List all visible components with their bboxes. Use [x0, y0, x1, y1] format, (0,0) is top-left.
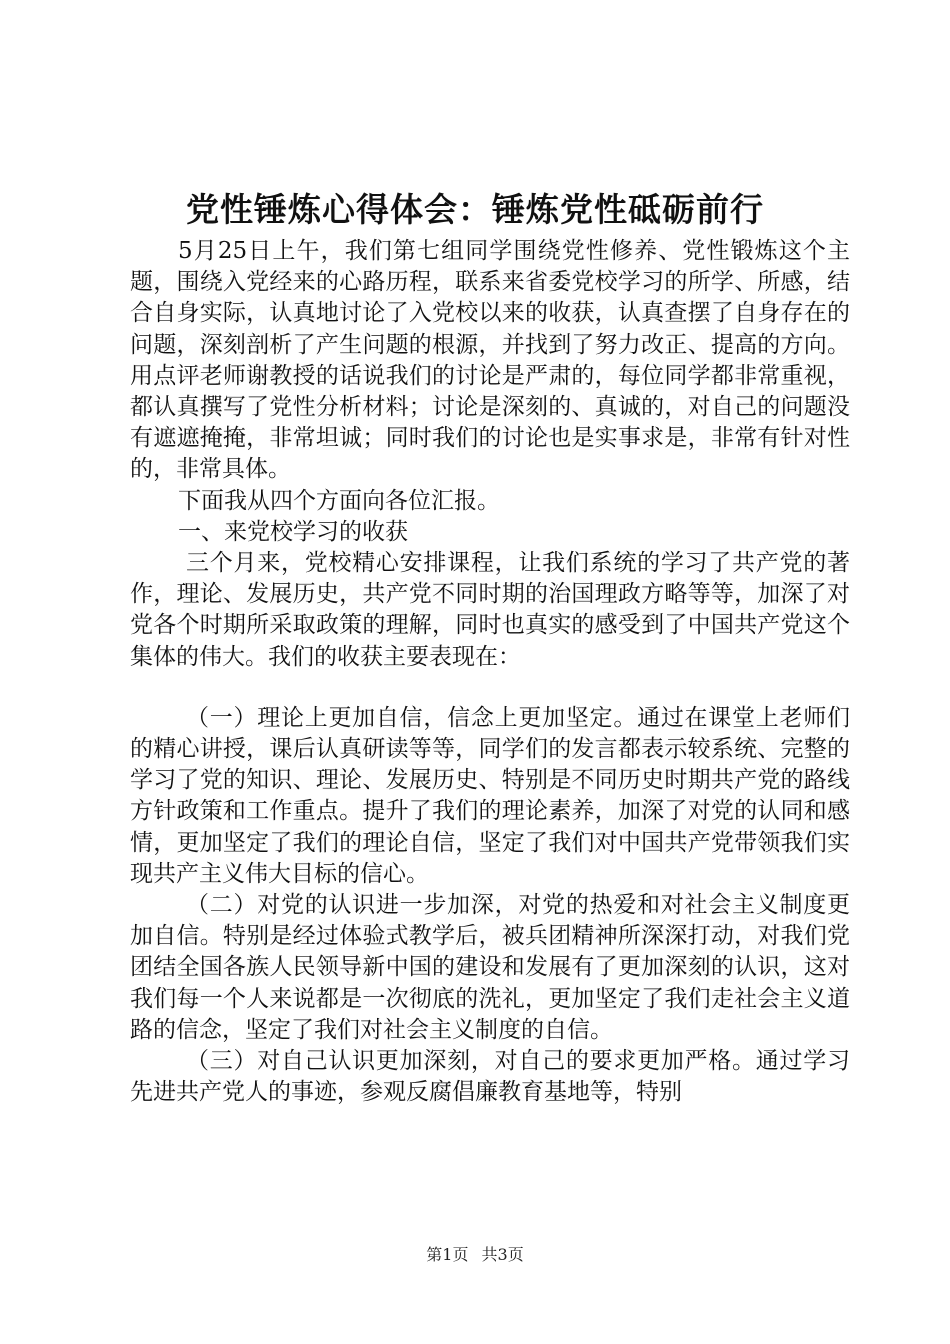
paragraph-intro: 5月25日上午，我们第七组同学围绕党性修养、党性锻炼这个主题，围绕入党经来的心路历程，联系来省委党校学习的所学、所感，结合自身实际，认真地讨论了入党校以来的收获，认真查摆了自身存在的问题，深刻剖析了产生问题的根源，并找到了努力改正、提高的方向。用点评老师谢教授的话说我们的讨论是严肃的，每位同学都非常重视，都认真撰写了党性分析材料；讨论是深刻的、真诚的，对自己的问题没有遮遮掩掩，非常坦诚；同时我们的讨论也是实事求是，非常有针对性的，非常具体。 — [130, 238, 850, 483]
page-number: 第1页 — [426, 1245, 469, 1264]
paragraph-point-three: （三）对自己认识更加深刻，对自己的要求更加严格。通过学习先进共产党人的事迹，参观反腐倡廉教育基地等，特别 — [130, 1048, 850, 1106]
paragraph-report-outline: 下面我从四个方面向各位汇报。 — [178, 487, 500, 514]
paragraph-point-one: （一）理论上更加自信，信念上更加坚定。通过在课堂上老师们的精心讲授，课后认真研读等等，同学们的发言都表示较系统、完整的学习了党的知识、理论、发展历史、特别是不同历史时期共产党的路线方针政策和工作重点。提升了我们的理论素养，加深了对党的认同和感情，更加坚定了我们的理论自信，坚定了我们对中国共产党带领我们实现共产主义伟大目标的信心。 — [130, 704, 850, 887]
document-title: 党性锤炼心得体会：锤炼党性砥砺前行 — [186, 190, 764, 229]
paragraph-gains-summary: 三个月来，党校精心安排课程，让我们系统的学习了共产党的著作，理论、发展历史，共产党不同时期的治国理政方略等等，加深了对党各个时期所采取政策的理解，同时也真实的感受到了中国共产党这个集体的伟大。我们的收获主要表现在： — [130, 550, 850, 670]
page-footer — [0, 1245, 950, 1265]
page-total: 共3页 — [481, 1245, 524, 1264]
document-body — [130, 236, 850, 1108]
paragraph-point-two: （二）对党的认识进一步加深，对党的热爱和对社会主义制度更加自信。特别是经过体验式教学后，被兵团精神所深深打动，对我们党团结全国各族人民领导新中国的建设和发展有了更加深刻的认识，这对我们每一个人来说都是一次彻底的洗礼，更加坚定了我们走社会主义道路的信念，坚定了我们对社会主义制度的自信。 — [130, 892, 850, 1043]
section-heading-gains: 一、来党校学习的收获 — [178, 518, 408, 545]
